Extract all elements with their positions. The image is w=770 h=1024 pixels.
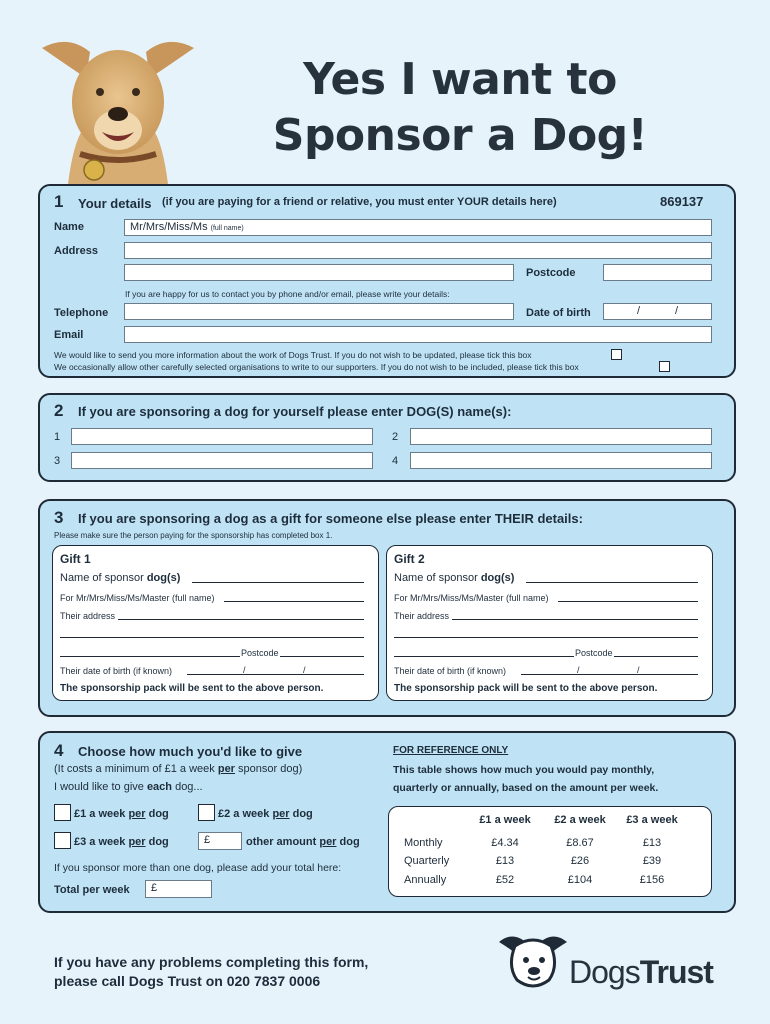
other-amount-label-a: other amount (246, 836, 320, 848)
dob-separator-2: / (675, 305, 679, 317)
ref-row-annually-label: Annually (404, 874, 447, 886)
telephone-label: Telephone (54, 307, 109, 319)
logo-text-dogs: Dogs (569, 954, 640, 990)
gift-2-dob-label: Their date of birth (if known) (394, 666, 507, 676)
other-amount-label-c: dog (336, 836, 360, 848)
gift-2-title: Gift 2 (394, 552, 425, 566)
address-label: Address (54, 245, 99, 257)
dog-name-field-1[interactable] (71, 428, 373, 445)
ref-cell: £26 (570, 855, 590, 867)
dogs-trust-logo (493, 932, 723, 996)
dog-slot-label-4: 4 (392, 455, 399, 467)
optout-text-1: We would like to send you more information about the work of Dogs Trust. If you do not wish to be updated, please tick this box (54, 350, 532, 360)
dog-slot-label-2: 2 (392, 431, 399, 443)
gift-2-for-label: For Mr/Mrs/Miss/Ms/Master (full name) (394, 593, 549, 603)
section1-heading-note: (if you are paying for a friend or relative, you must enter YOUR details here) (162, 196, 557, 208)
contact-note: If you are happy for us to contact you by phone and/or email, please write your details: (125, 289, 450, 299)
gift-2-dob-sep-1: / (577, 665, 580, 675)
gift-1-card (52, 545, 379, 701)
reference-desc-2: quarterly or annually, based on the amount per week. (393, 782, 659, 794)
optout-checkbox-2[interactable] (659, 361, 670, 372)
gift-1-for-line[interactable] (224, 601, 364, 602)
minimum-note-a: (It costs a minimum of £1 a week (54, 763, 218, 775)
total-prefix: £ (151, 882, 158, 894)
gift-1-address-label: Their address (60, 611, 116, 621)
gift-2-dob-line[interactable] (521, 674, 698, 675)
gift-1-sponsor-line[interactable] (192, 582, 364, 583)
gift-1-dob-sep-1: / (243, 665, 246, 675)
ref-cell: £13 (495, 855, 515, 867)
dog-slot-label-3: 3 (54, 455, 61, 467)
name-hint: (full name) (210, 225, 244, 232)
dob-separator-1: / (637, 305, 641, 317)
footer-help-text (54, 953, 368, 991)
total-label: Total per week (54, 884, 130, 896)
gift-2-pack-note: The sponsorship pack will be sent to the above person. (394, 683, 658, 694)
ref-col-1: £1 a week (479, 814, 531, 826)
ref-col-2: £2 a week (554, 814, 606, 826)
dog-name-field-2[interactable] (410, 428, 712, 445)
gift-2-address-line-3[interactable] (394, 656, 574, 657)
option-2-checkbox[interactable] (198, 804, 215, 821)
gift-2-sponsor-line[interactable] (526, 582, 698, 583)
other-amount-label (246, 836, 360, 848)
section2-heading: If you are sponsoring a dog for yourself please enter DOG(S) name(s): (78, 404, 512, 419)
gift-1-address-line-2[interactable] (60, 637, 364, 638)
section3-heading: If you are sponsoring a dog as a gift for someone else please enter THEIR details: (78, 511, 583, 526)
footer-line-1: If you have any problems completing this form, (54, 954, 369, 970)
option-1-label-c: dog (145, 808, 169, 820)
ref-row-quarterly-label: Quarterly (404, 855, 450, 867)
option-1-checkbox[interactable] (54, 804, 71, 821)
gift-2-for-line[interactable] (558, 601, 698, 602)
section1-heading: Your details (78, 196, 152, 211)
gift-1-postcode-line[interactable] (280, 656, 364, 657)
gift-1-for-label: For Mr/Mrs/Miss/Ms/Master (full name) (60, 593, 215, 603)
optout-checkbox-1[interactable] (611, 349, 622, 360)
ref-cell: £4.34 (491, 837, 519, 849)
telephone-field[interactable] (124, 303, 514, 320)
each-dog-note-a: I would like to give (54, 781, 147, 793)
postcode-field[interactable] (603, 264, 712, 281)
gift-2-sponsor-label (394, 572, 514, 584)
option-2-label-b: per (272, 808, 290, 820)
section1-number: 1 (54, 192, 64, 211)
option-3-label (74, 836, 169, 848)
section3-number: 3 (54, 508, 64, 527)
each-dog-note (54, 781, 203, 793)
minimum-note (54, 763, 302, 775)
address-field-2[interactable] (124, 264, 514, 281)
option-1-label-b: per (128, 808, 146, 820)
section3-note: Please make sure the person paying for the sponsorship has completed box 1. (54, 531, 333, 540)
gift-1-dob-line[interactable] (187, 674, 364, 675)
other-amount-prefix: £ (204, 834, 211, 846)
more-dogs-note: If you sponsor more than one dog, please add your total here: (54, 862, 342, 874)
postcode-label: Postcode (526, 267, 576, 279)
ref-cell: £156 (639, 874, 665, 886)
option-1-label (74, 808, 169, 820)
ref-cell: £104 (567, 874, 593, 886)
ref-col-3: £3 a week (626, 814, 678, 826)
option-2-label-a: £2 a week (218, 808, 273, 820)
gift-2-address-label: Their address (394, 611, 450, 621)
section4-number: 4 (54, 741, 64, 760)
option-3-label-c: dog (145, 836, 169, 848)
gift-1-pack-note: The sponsorship pack will be sent to the above person. (60, 683, 324, 694)
reference-desc-1: This table shows how much you would pay monthly, (393, 764, 655, 776)
gift-2-postcode-line[interactable] (614, 656, 698, 657)
minimum-note-c: sponsor dog) (234, 763, 303, 775)
name-label: Name (54, 221, 84, 233)
dob-field[interactable] (603, 303, 712, 320)
email-label: Email (54, 329, 84, 341)
gift-1-postcode-label: Postcode (241, 648, 279, 658)
section2-number: 2 (54, 401, 64, 420)
dob-label: Date of birth (526, 307, 591, 319)
dog-name-field-4[interactable] (410, 452, 712, 469)
each-dog-note-c: dog... (172, 781, 203, 793)
gift-1-address-line-1[interactable] (118, 619, 364, 620)
gift-2-postcode-label: Postcode (575, 648, 613, 658)
option-2-label (218, 808, 313, 820)
ref-cell: £52 (495, 874, 515, 886)
name-prefill: Mr/Mrs/Miss/Ms (130, 221, 208, 233)
address-field-1[interactable] (124, 242, 712, 259)
gift-2-sponsor-bold: dog(s) (480, 572, 515, 584)
reference-title: FOR REFERENCE ONLY (393, 745, 509, 756)
page-title: Yes I want to Sponsor a Dog! (272, 54, 648, 161)
gift-1-dob-label: Their date of birth (if known) (60, 666, 173, 676)
optout-text-2: We occasionally allow other carefully selected organisations to write to our supporters. If you do not wish to be included, please tick this box (54, 362, 579, 372)
option-2-label-c: dog (289, 808, 313, 820)
gift-2-dob-sep-2: / (637, 665, 640, 675)
option-1-label-a: £1 a week (74, 808, 129, 820)
dog-name-field-3[interactable] (71, 452, 373, 469)
ref-cell: £8.67 (566, 837, 594, 849)
gift-2-address-line-1[interactable] (452, 619, 698, 620)
name-field[interactable] (124, 219, 712, 236)
gift-1-address-line-3[interactable] (60, 656, 240, 657)
dog-head-logo-icon (493, 932, 573, 994)
other-amount-label-b: per (319, 836, 337, 848)
gift-1-title: Gift 1 (60, 552, 91, 566)
logo-text-trust: Trust (639, 954, 713, 990)
total-field[interactable] (145, 880, 212, 898)
each-dog-note-b: each (146, 781, 173, 793)
gift-2-card (386, 545, 713, 701)
email-field[interactable] (124, 326, 712, 343)
option-3-checkbox[interactable] (54, 832, 71, 849)
other-amount-field[interactable] (198, 832, 242, 850)
ref-cell: £13 (642, 837, 662, 849)
gift-2-sponsor-text: Name of sponsor (394, 572, 478, 584)
gift-1-sponsor-bold: dog(s) (146, 572, 181, 584)
option-3-label-a: £3 a week (74, 836, 129, 848)
gift-1-dob-sep-2: / (303, 665, 306, 675)
ref-cell: £39 (642, 855, 662, 867)
option-3-label-b: per (128, 836, 146, 848)
minimum-note-b: per (217, 763, 235, 775)
section-your-details (38, 184, 736, 378)
gift-1-sponsor-text: Name of sponsor (60, 572, 144, 584)
gift-2-address-line-2[interactable] (394, 637, 698, 638)
footer-line-2: please call Dogs Trust on 020 7837 0006 (54, 973, 321, 989)
gift-1-sponsor-label (60, 572, 180, 584)
dog-slot-label-1: 1 (54, 431, 61, 443)
section4-heading: Choose how much you'd like to give (78, 744, 303, 759)
ref-row-monthly-label: Monthly (404, 837, 443, 849)
dog-photo (38, 34, 198, 184)
reference-code: 869137 (660, 194, 704, 209)
